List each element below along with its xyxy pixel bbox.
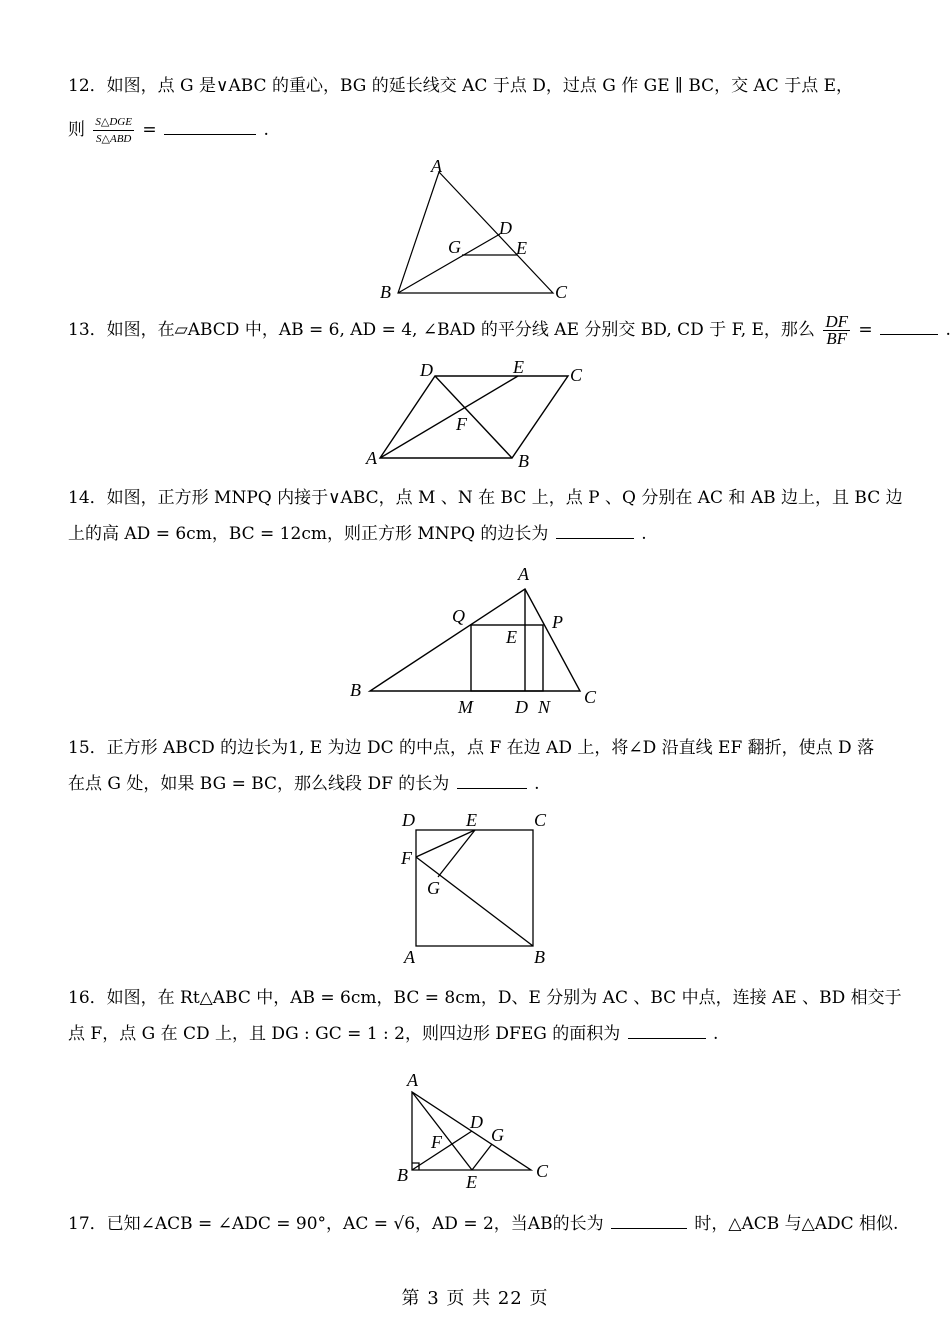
q14-figure: [340, 560, 620, 720]
q16-line-ae: [412, 1092, 472, 1170]
q13-label-c: C: [570, 365, 583, 385]
q15-text2: 在点 G 处，如果 BG = BC，那么线段 DF 的长为: [68, 774, 450, 794]
q15-label-b: B: [534, 947, 545, 967]
q14-label-p: P: [552, 612, 563, 632]
q13-line-ae: [380, 376, 518, 458]
q17-answer-blank[interactable]: [611, 1212, 687, 1229]
q12-line2: [68, 114, 269, 147]
q13-label-d: D: [420, 360, 433, 380]
q15-line-eg: [438, 830, 475, 877]
q12-numerator: S△DGE: [93, 114, 134, 131]
q15-figure: [390, 808, 570, 968]
q16-label-a: A: [407, 1070, 418, 1090]
q12-eq: =: [142, 120, 157, 140]
q16-label-b: B: [397, 1165, 408, 1185]
q14-label-q: Q: [452, 606, 465, 626]
q14-label-a: A: [518, 564, 529, 584]
q16-line1: 16．如图，在 Rt△ABC 中，AB = 6cm，BC = 8cm，D、E 分别为 AC 、BC 中点，连接 AE 、BD 相交于: [68, 988, 902, 1008]
q15-line2: [68, 772, 540, 796]
q12-answer-blank[interactable]: [164, 118, 256, 135]
q13-label-a: A: [366, 448, 377, 468]
q12-label-c: C: [555, 282, 568, 302]
q12-label-b: B: [380, 282, 391, 302]
q16-line2: [68, 1022, 718, 1046]
q15-label-c: C: [534, 810, 547, 830]
q14-label-m: M: [458, 697, 473, 717]
q12-triangle: [398, 172, 553, 293]
q13-line: [68, 314, 951, 347]
q13-denominator: BF: [826, 329, 848, 348]
q14-end: .: [641, 524, 647, 544]
q12-fraction: [93, 114, 134, 147]
q16-text2: 点 F，点 G 在 CD 上，且 DG : GC = 1 : 2，则四边形 DFEG 的面积为: [68, 1024, 621, 1044]
q15-line-fb: [416, 857, 533, 946]
q15-label-d: D: [402, 810, 415, 830]
q14-line2: [68, 522, 647, 546]
q13-label-f: F: [456, 414, 467, 434]
q12-label-e: E: [516, 238, 527, 258]
q14-line1: 14．如图，正方形 MNPQ 内接于∨ABC，点 M 、N 在 BC 上，点 P 、Q 分别在 AC 和 AB 边上，且 BC 边: [68, 488, 903, 508]
q13-answer-blank[interactable]: [880, 318, 938, 335]
q15-label-e: E: [466, 810, 477, 830]
q14-triangle: [370, 589, 580, 691]
q13-fraction: [823, 314, 850, 347]
q12-line1: 12．如图，点 G 是∨ABC 的重心，BG 的延长线交 AC 于点 D，过点 G 作 GE ∥ BC，交 AC 于点 E，: [68, 76, 854, 96]
q12-label-a: A: [431, 156, 442, 176]
q14-label-b: B: [350, 680, 361, 700]
q13-label-e: E: [513, 357, 524, 377]
q13-numerator: DF: [825, 312, 849, 331]
q12-label-d: D: [499, 218, 512, 238]
q15-line-fe: [416, 830, 475, 857]
q15-answer-blank[interactable]: [457, 772, 527, 789]
q16-label-e: E: [466, 1172, 477, 1192]
q12-end: .: [263, 120, 269, 140]
page-footer: 第 3 页 共 22 页: [401, 1288, 549, 1309]
q15-label-f: F: [401, 848, 412, 868]
q17-end: 时，△ACB 与△ADC 相似.: [694, 1214, 899, 1234]
q14-label-c: C: [584, 687, 597, 707]
q16-answer-blank[interactable]: [628, 1022, 706, 1039]
q12-denominator: S△ABD: [96, 133, 132, 145]
q16-line-bd: [412, 1131, 472, 1170]
q15-label-g: G: [427, 878, 440, 898]
q16-figure: [390, 1066, 570, 1196]
q13-figure: [360, 355, 600, 475]
q13-eq: =: [858, 320, 873, 340]
q15-line1: 15．正方形 ABCD 的边长为1, E 为边 DC 的中点，点 F 在边 AD 上，将∠D 沿直线 EF 翻折，使点 D 落: [68, 738, 875, 758]
q12-figure: [370, 150, 580, 310]
q15-end: .: [534, 774, 540, 794]
q13-label-b: B: [518, 451, 529, 471]
q14-label-e: E: [506, 627, 517, 647]
q17-text: 17．已知∠ACB = ∠ADC = 90°，AC = √6，AD = 2，当AB的长为: [68, 1214, 604, 1234]
q16-label-g: G: [491, 1125, 504, 1145]
q16-label-c: C: [536, 1161, 549, 1181]
q13-text: 13．如图，在▱ABCD 中，AB = 6, AD = 4, ∠BAD 的平分线 AE 分别交 BD, CD 于 F, E，那么: [68, 320, 815, 340]
q17-line: [68, 1212, 898, 1236]
q16-end: .: [713, 1024, 719, 1044]
q14-label-d: D: [515, 697, 528, 717]
q12-prefix: 则: [68, 120, 85, 140]
q15-label-a: A: [404, 947, 415, 967]
q12-label-g: G: [448, 237, 461, 257]
q16-label-f: F: [431, 1132, 442, 1152]
q14-answer-blank[interactable]: [556, 522, 634, 539]
q16-line-eg: [472, 1144, 492, 1170]
q16-label-d: D: [470, 1112, 483, 1132]
q13-end: .: [945, 320, 951, 340]
q13-line-bd: [435, 376, 512, 458]
q14-label-n: N: [538, 697, 551, 717]
q14-text2: 上的高 AD = 6cm，BC = 12cm，则正方形 MNPQ 的边长为: [68, 524, 549, 544]
